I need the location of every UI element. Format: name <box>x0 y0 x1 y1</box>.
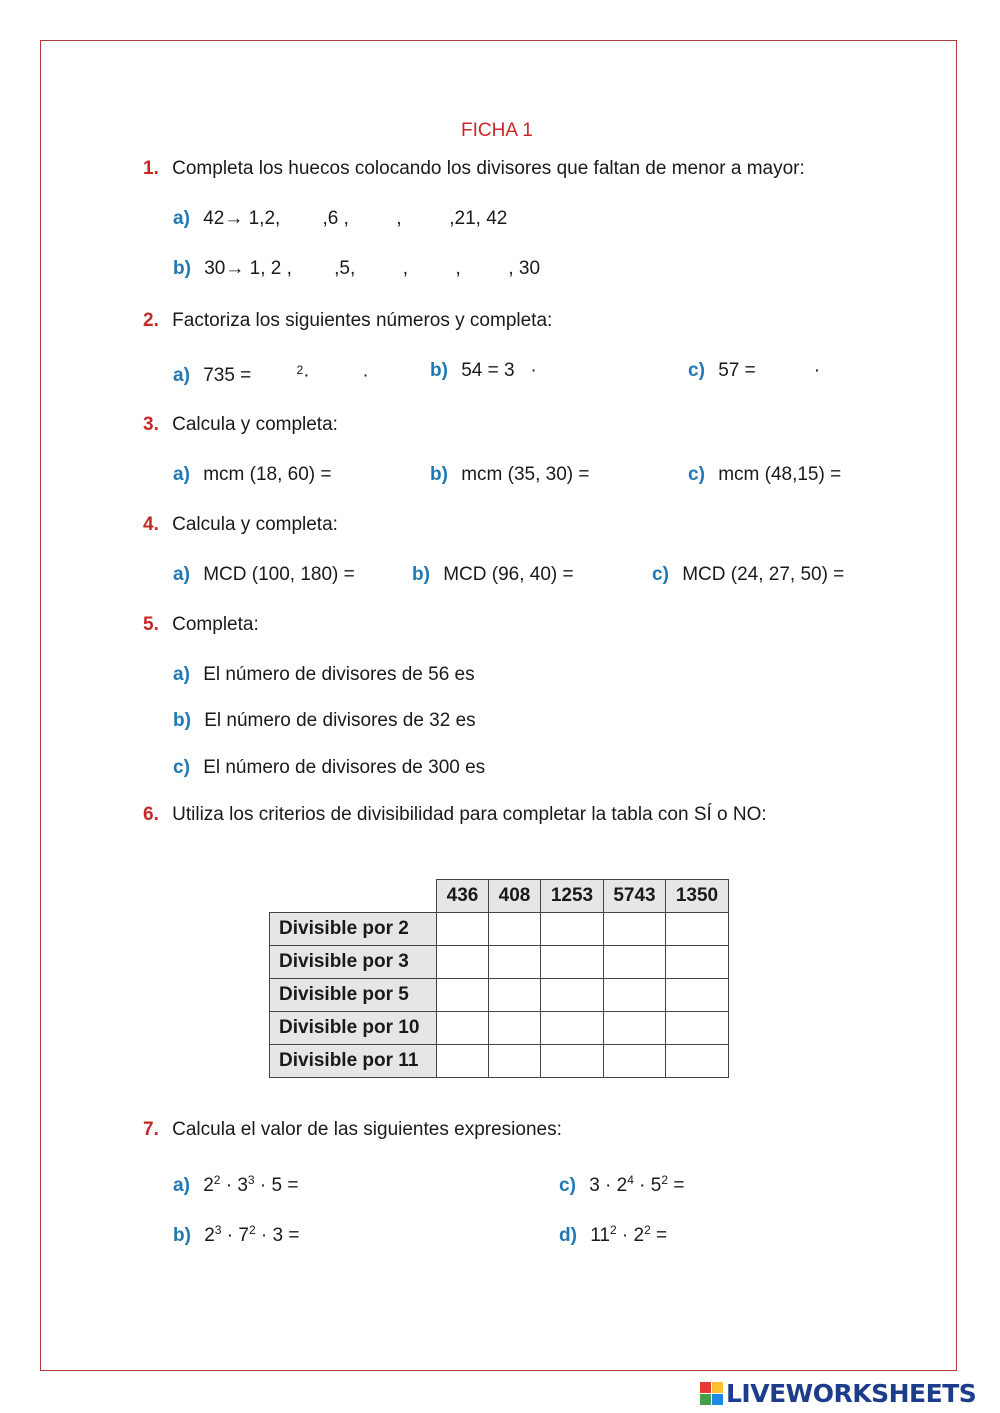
table-row <box>270 979 729 1012</box>
item-label: c) <box>688 464 705 485</box>
item-expression: 54 = 3 · <box>461 360 537 381</box>
item-expression: $2^2 \cdot 3^3 \cdot 5$ = <box>203 1173 299 1196</box>
question-text: Calcula el valor de las siguientes expresiones: <box>172 1119 562 1140</box>
q2-item-a <box>173 365 369 387</box>
answer-cell[interactable] <box>604 913 666 946</box>
answer-cell[interactable] <box>541 1012 604 1045</box>
answer-cell[interactable] <box>489 1045 541 1078</box>
answer-cell[interactable] <box>437 913 489 946</box>
item-label: c) <box>173 757 190 778</box>
question-text: Completa: <box>172 614 259 635</box>
item-expression: $2^3 \cdot 7^2 \cdot 3$ = <box>204 1223 300 1246</box>
q3-item-c <box>688 464 841 486</box>
page-title: FICHA 1 <box>461 120 533 141</box>
q5-item-c <box>173 757 485 779</box>
column-header: 5743 <box>604 880 666 913</box>
item-label: a) <box>173 464 190 485</box>
item-label: b) <box>430 464 448 485</box>
item-label: c) <box>688 360 705 381</box>
item-label: b) <box>412 564 430 585</box>
table-header-row <box>270 880 729 913</box>
watermark <box>700 1378 976 1408</box>
q2-item-b <box>430 360 537 382</box>
item-label: d) <box>559 1225 577 1246</box>
liveworksheets-logo-icon <box>700 1382 723 1405</box>
q3-item-b <box>430 464 590 486</box>
item-text: 30→ 1, 2 , ,5, , , , 30 <box>204 258 541 279</box>
item-text: El número de divisores de 300 es <box>203 757 486 778</box>
item-label: b) <box>173 710 191 731</box>
item-expression-tail: · · <box>303 365 369 386</box>
question-5 <box>143 614 259 636</box>
item-expression: MCD (100, 180) = <box>203 564 355 585</box>
watermark-text: LIVEWORKSHEETS <box>726 1378 977 1408</box>
row-label: Divisible por 2 <box>270 913 437 946</box>
q7-item-d <box>559 1225 667 1247</box>
question-number: 5. <box>143 614 159 635</box>
item-label: b) <box>173 258 191 279</box>
question-2 <box>143 310 552 332</box>
question-number: 4. <box>143 514 159 535</box>
answer-cell[interactable] <box>437 1012 489 1045</box>
answer-cell[interactable] <box>666 946 729 979</box>
answer-cell[interactable] <box>604 1012 666 1045</box>
column-header: 436 <box>437 880 489 913</box>
item-label: a) <box>173 1175 190 1196</box>
answer-cell[interactable] <box>541 913 604 946</box>
answer-cell[interactable] <box>437 979 489 1012</box>
answer-cell[interactable] <box>489 1012 541 1045</box>
answer-cell[interactable] <box>541 946 604 979</box>
answer-cell[interactable] <box>666 979 729 1012</box>
answer-cell[interactable] <box>541 979 604 1012</box>
question-text: Utiliza los criterios de divisibilidad para completar la tabla con SÍ o NO: <box>172 804 767 825</box>
q4-item-c <box>652 564 844 586</box>
question-number: 1. <box>143 158 159 179</box>
q1-item-b <box>173 258 540 280</box>
q7-item-c <box>559 1175 684 1197</box>
row-label: Divisible por 11 <box>270 1045 437 1078</box>
answer-cell[interactable] <box>666 1045 729 1078</box>
q1-item-a <box>173 208 507 230</box>
question-text: Completa los huecos colocando los divisores que faltan de menor a mayor: <box>172 158 805 179</box>
item-expression: MCD (24, 27, 50) = <box>682 564 845 585</box>
answer-cell[interactable] <box>437 1045 489 1078</box>
page-border <box>40 40 957 1371</box>
exponent: 2 <box>296 363 304 377</box>
item-label: b) <box>173 1225 191 1246</box>
question-3 <box>143 414 338 436</box>
row-label: Divisible por 3 <box>270 946 437 979</box>
item-text: El número de divisores de 56 es <box>203 664 475 685</box>
item-label: a) <box>173 208 190 229</box>
item-expression: 735 = <box>203 365 252 386</box>
answer-cell[interactable] <box>489 913 541 946</box>
answer-cell[interactable] <box>666 1012 729 1045</box>
column-header: 408 <box>489 880 541 913</box>
row-label: Divisible por 10 <box>270 1012 437 1045</box>
table-row <box>270 1012 729 1045</box>
item-expression: MCD (96, 40) = <box>443 564 574 585</box>
question-number: 3. <box>143 414 159 435</box>
answer-cell[interactable] <box>604 979 666 1012</box>
item-label: c) <box>652 564 669 585</box>
item-expression: 57 = · <box>718 360 821 381</box>
answer-cell[interactable] <box>489 946 541 979</box>
answer-cell[interactable] <box>604 1045 666 1078</box>
item-expression: $11^2 \cdot 2^2$ = <box>590 1223 668 1246</box>
question-1 <box>143 158 805 180</box>
question-text: Factoriza los siguientes números y completa: <box>172 310 553 331</box>
item-label: a) <box>173 664 190 685</box>
q7-item-b <box>173 1225 299 1247</box>
column-header: 1350 <box>666 880 729 913</box>
q5-item-a <box>173 664 475 686</box>
question-number: 7. <box>143 1119 159 1140</box>
answer-cell[interactable] <box>666 913 729 946</box>
q4-item-b <box>412 564 574 586</box>
q2-item-c <box>688 360 820 382</box>
column-header: 1253 <box>541 880 604 913</box>
item-label: c) <box>559 1175 576 1196</box>
question-7 <box>143 1119 562 1141</box>
question-4 <box>143 514 338 536</box>
divisibility-table <box>269 879 729 1078</box>
item-label: a) <box>173 564 190 585</box>
answer-cell[interactable] <box>541 1045 604 1078</box>
item-text: El número de divisores de 32 es <box>204 710 476 731</box>
item-expression: mcm (18, 60) = <box>203 464 332 485</box>
answer-cell[interactable] <box>489 979 541 1012</box>
q7-item-a <box>173 1175 298 1197</box>
table-row <box>270 946 729 979</box>
q3-item-a <box>173 464 331 486</box>
item-text: 42→ 1,2, ,6 , , ,21, 42 <box>203 208 508 229</box>
row-label: Divisible por 5 <box>270 979 437 1012</box>
question-number: 6. <box>143 804 159 825</box>
q5-item-b <box>173 710 476 732</box>
table-row <box>270 913 729 946</box>
item-expression: mcm (48,15) = <box>718 464 842 485</box>
item-expression: mcm (35, 30) = <box>461 464 590 485</box>
answer-cell[interactable] <box>604 946 666 979</box>
question-number: 2. <box>143 310 159 331</box>
question-text: Calcula y completa: <box>172 514 338 535</box>
q4-item-a <box>173 564 355 586</box>
item-label: b) <box>430 360 448 381</box>
answer-cell[interactable] <box>437 946 489 979</box>
item-expression: $3 \cdot 2^4 \cdot 5^2$ = <box>589 1173 685 1196</box>
item-label: a) <box>173 365 190 386</box>
table-corner <box>270 880 437 913</box>
question-text: Calcula y completa: <box>172 414 338 435</box>
question-6 <box>143 804 767 826</box>
table-row <box>270 1045 729 1078</box>
